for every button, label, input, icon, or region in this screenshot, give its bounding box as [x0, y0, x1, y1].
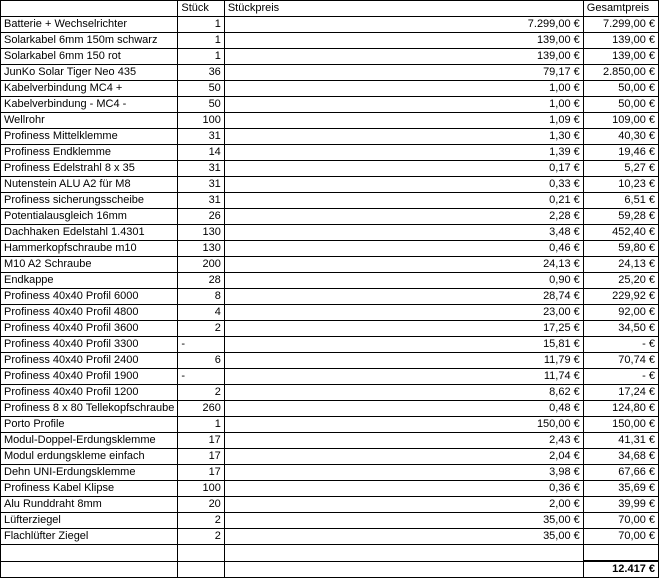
table-row [1, 417, 659, 433]
unit-price-cell[interactable]: 1,00 € [224, 81, 583, 97]
line-total-cell[interactable]: 50,00 € [583, 97, 658, 113]
unit-price-cell[interactable]: 139,00 € [224, 33, 583, 49]
line-total-cell[interactable]: 2.850,00 € [583, 65, 658, 81]
quantity-cell[interactable]: 17 [178, 449, 224, 465]
item-name-cell[interactable]: Profiness Mittelklemme [1, 129, 178, 145]
line-total-cell[interactable]: 41,31 € [583, 433, 658, 449]
table-row [1, 449, 659, 465]
unit-price-cell[interactable]: 1,00 € [224, 97, 583, 113]
table-row [1, 353, 659, 369]
item-name-cell[interactable]: Profiness Endklemme [1, 145, 178, 161]
item-name-cell[interactable]: Solarkabel 6mm 150 rot [1, 49, 178, 65]
line-total-cell[interactable]: - € [583, 337, 658, 353]
quantity-cell[interactable]: 130 [178, 241, 224, 257]
line-total-cell[interactable]: 70,00 € [583, 529, 658, 545]
line-total-cell[interactable]: 139,00 € [583, 33, 658, 49]
empty-cell[interactable] [1, 561, 178, 578]
quantity-cell[interactable]: 6 [178, 353, 224, 369]
item-name-cell[interactable]: Profiness 40x40 Profil 3600 [1, 321, 178, 337]
line-total-cell[interactable]: 5,27 € [583, 161, 658, 177]
table-row [1, 257, 659, 273]
item-name-cell[interactable]: Kabelverbindung MC4 + [1, 81, 178, 97]
item-name-cell[interactable]: Modul-Doppel-Erdungsklemme [1, 433, 178, 449]
empty-cell[interactable] [178, 561, 224, 578]
table-row [1, 273, 659, 289]
unit-price-cell[interactable]: 1,30 € [224, 129, 583, 145]
item-name-cell[interactable]: Alu Runddraht 8mm [1, 497, 178, 513]
table-row [1, 97, 659, 113]
item-name-cell[interactable]: Porto Profile [1, 417, 178, 433]
unit-price-cell[interactable]: 15,81 € [224, 337, 583, 353]
quantity-cell[interactable]: 31 [178, 193, 224, 209]
item-name-cell[interactable]: Dehn UNI-Erdungsklemme [1, 465, 178, 481]
table-row [1, 49, 659, 65]
line-total-cell[interactable]: 109,00 € [583, 113, 658, 129]
item-name-cell[interactable]: Batterie + Wechselrichter [1, 17, 178, 33]
table-row [1, 305, 659, 321]
item-name-cell[interactable]: Profiness Edelstrahl 8 x 35 [1, 161, 178, 177]
unit-price-cell[interactable]: 139,00 € [224, 49, 583, 65]
item-name-cell[interactable]: Modul erdungskleme einfach [1, 449, 178, 465]
quantity-cell[interactable]: 36 [178, 65, 224, 81]
item-name-cell[interactable]: Wellrohr [1, 113, 178, 129]
quantity-cell[interactable]: 1 [178, 33, 224, 49]
item-name-cell[interactable]: Nutenstein ALU A2 für M8 [1, 177, 178, 193]
empty-cell[interactable] [224, 561, 583, 578]
line-total-cell[interactable]: 70,74 € [583, 353, 658, 369]
unit-price-cell[interactable]: 2,00 € [224, 497, 583, 513]
table-row [1, 289, 659, 305]
table-row [1, 145, 659, 161]
quantity-cell[interactable]: 31 [178, 177, 224, 193]
table-row [1, 113, 659, 129]
line-total-cell[interactable]: 17,24 € [583, 385, 658, 401]
table-row [1, 321, 659, 337]
unit-price-cell[interactable]: 24,13 € [224, 257, 583, 273]
quantity-cell[interactable]: 17 [178, 433, 224, 449]
quantity-cell[interactable]: 200 [178, 257, 224, 273]
table-row [1, 33, 659, 49]
grand-total-row [1, 561, 659, 578]
table-row [1, 177, 659, 193]
item-name-cell[interactable]: Solarkabel 6mm 150m schwarz [1, 33, 178, 49]
line-total-cell[interactable]: 150,00 € [583, 417, 658, 433]
line-total-cell[interactable]: 124,80 € [583, 401, 658, 417]
line-total-cell[interactable]: 10,23 € [583, 177, 658, 193]
item-name-cell[interactable]: Profiness Kabel Klipse [1, 481, 178, 497]
unit-price-cell[interactable]: 0,90 € [224, 273, 583, 289]
table-row [1, 497, 659, 513]
quantity-cell[interactable]: 1 [178, 417, 224, 433]
unit-price-cell[interactable]: 3,48 € [224, 225, 583, 241]
line-total-cell[interactable]: 7.299,00 € [583, 17, 658, 33]
header-qty-cell[interactable]: Stück [178, 1, 224, 17]
table-row [1, 81, 659, 97]
line-total-cell[interactable]: 67,66 € [583, 465, 658, 481]
quantity-cell[interactable]: 260 [178, 401, 224, 417]
table-row [1, 465, 659, 481]
line-total-cell[interactable]: 40,30 € [583, 129, 658, 145]
table-row [1, 209, 659, 225]
quantity-cell[interactable]: 31 [178, 129, 224, 145]
line-total-cell[interactable]: 25,20 € [583, 273, 658, 289]
unit-price-cell[interactable]: 1,09 € [224, 113, 583, 129]
table-row [1, 129, 659, 145]
unit-price-cell[interactable]: 8,62 € [224, 385, 583, 401]
quantity-cell[interactable]: 26 [178, 209, 224, 225]
item-name-cell[interactable]: JunKo Solar Tiger Neo 435 [1, 65, 178, 81]
unit-price-cell[interactable]: 2,04 € [224, 449, 583, 465]
header-row [1, 1, 659, 17]
item-name-cell[interactable]: Kabelverbindung - MC4 - [1, 97, 178, 113]
unit-price-cell[interactable]: 7.299,00 € [224, 17, 583, 33]
table-row [1, 529, 659, 545]
table-row [1, 17, 659, 33]
line-total-cell[interactable]: 39,99 € [583, 497, 658, 513]
item-name-cell[interactable]: Profiness 40x40 Profil 1900 [1, 369, 178, 385]
table-row [1, 241, 659, 257]
table-row [1, 65, 659, 81]
item-name-cell[interactable]: Hammerkopfschraube m10 [1, 241, 178, 257]
line-total-cell[interactable]: 50,00 € [583, 81, 658, 97]
item-name-cell[interactable]: Endkappe [1, 273, 178, 289]
quantity-cell[interactable]: 2 [178, 513, 224, 529]
item-name-cell[interactable]: M10 A2 Schraube [1, 257, 178, 273]
unit-price-cell[interactable]: 11,79 € [224, 353, 583, 369]
line-total-cell[interactable]: 19,46 € [583, 145, 658, 161]
table-row [1, 225, 659, 241]
quantity-cell[interactable]: 20 [178, 497, 224, 513]
unit-price-cell[interactable]: 1,39 € [224, 145, 583, 161]
unit-price-cell[interactable]: 0,48 € [224, 401, 583, 417]
header-name-cell[interactable] [1, 1, 178, 17]
quantity-cell[interactable]: 130 [178, 225, 224, 241]
empty-cell[interactable] [178, 545, 224, 562]
quantity-cell[interactable]: 4 [178, 305, 224, 321]
unit-price-cell[interactable]: 0,46 € [224, 241, 583, 257]
line-total-cell[interactable]: 24,13 € [583, 257, 658, 273]
quantity-cell[interactable]: 1 [178, 49, 224, 65]
unit-price-cell[interactable]: 150,00 € [224, 417, 583, 433]
line-total-cell[interactable]: 6,51 € [583, 193, 658, 209]
line-total-cell[interactable]: 34,50 € [583, 321, 658, 337]
header-total-cell[interactable]: Gesamtpreis [583, 1, 658, 17]
unit-price-cell[interactable]: 2,43 € [224, 433, 583, 449]
line-total-cell[interactable]: 34,68 € [583, 449, 658, 465]
unit-price-cell[interactable]: 0,36 € [224, 481, 583, 497]
unit-price-cell[interactable]: 0,17 € [224, 161, 583, 177]
item-name-cell[interactable]: Profiness 40x40 Profil 3300 [1, 337, 178, 353]
item-name-cell[interactable]: Profiness 40x40 Profil 1200 [1, 385, 178, 401]
line-total-cell[interactable]: - € [583, 369, 658, 385]
line-total-cell[interactable]: 35,69 € [583, 481, 658, 497]
quantity-cell[interactable]: 31 [178, 161, 224, 177]
quantity-cell[interactable]: 100 [178, 481, 224, 497]
quantity-cell[interactable]: 8 [178, 289, 224, 305]
table-row [1, 481, 659, 497]
line-total-cell[interactable]: 70,00 € [583, 513, 658, 529]
item-name-cell[interactable]: Profiness 40x40 Profil 6000 [1, 289, 178, 305]
line-total-cell[interactable]: 452,40 € [583, 225, 658, 241]
unit-price-cell[interactable]: 0,33 € [224, 177, 583, 193]
item-name-cell[interactable]: Profiness 8 x 80 Tellekopfschraube [1, 401, 178, 417]
item-name-cell[interactable]: Profiness sicherungsscheibe [1, 193, 178, 209]
table-row [1, 513, 659, 529]
table-row [1, 433, 659, 449]
quantity-cell[interactable]: 28 [178, 273, 224, 289]
line-total-cell[interactable]: 59,28 € [583, 209, 658, 225]
empty-cell[interactable] [224, 545, 583, 562]
quantity-cell[interactable]: 2 [178, 385, 224, 401]
table-row [1, 385, 659, 401]
item-name-cell[interactable]: Profiness 40x40 Profil 4800 [1, 305, 178, 321]
unit-price-cell[interactable]: 17,25 € [224, 321, 583, 337]
table-row [1, 337, 659, 353]
table-row [1, 401, 659, 417]
quantity-cell[interactable]: 17 [178, 465, 224, 481]
quantity-cell[interactable]: 50 [178, 81, 224, 97]
unit-price-cell[interactable]: 11,74 € [224, 369, 583, 385]
grand-total-cell[interactable]: 12.417 € [583, 561, 658, 578]
item-name-cell[interactable]: Potentialausgleich 16mm [1, 209, 178, 225]
unit-price-cell[interactable]: 35,00 € [224, 513, 583, 529]
unit-price-cell[interactable]: 23,00 € [224, 305, 583, 321]
header-unit-price-cell[interactable]: Stückpreis [224, 1, 583, 17]
quantity-cell[interactable]: 2 [178, 321, 224, 337]
quantity-cell[interactable]: 2 [178, 529, 224, 545]
unit-price-cell[interactable]: 79,17 € [224, 65, 583, 81]
item-name-cell[interactable]: Flachlüfter Ziegel [1, 529, 178, 545]
unit-price-cell[interactable]: 35,00 € [224, 529, 583, 545]
quantity-cell[interactable]: - [178, 369, 224, 385]
quantity-cell[interactable]: 100 [178, 113, 224, 129]
line-total-cell[interactable]: 92,00 € [583, 305, 658, 321]
unit-price-cell[interactable]: 0,21 € [224, 193, 583, 209]
line-total-cell[interactable]: 229,92 € [583, 289, 658, 305]
empty-cell[interactable] [583, 545, 658, 562]
quantity-cell[interactable]: - [178, 337, 224, 353]
table-row [1, 193, 659, 209]
item-name-cell[interactable]: Lüfterziegel [1, 513, 178, 529]
table-row [1, 161, 659, 177]
line-total-cell[interactable]: 59,80 € [583, 241, 658, 257]
quantity-cell[interactable]: 1 [178, 17, 224, 33]
line-total-cell[interactable]: 139,00 € [583, 49, 658, 65]
empty-row [1, 545, 659, 562]
table-row [1, 369, 659, 385]
quantity-cell[interactable]: 50 [178, 97, 224, 113]
unit-price-cell[interactable]: 28,74 € [224, 289, 583, 305]
unit-price-cell[interactable]: 2,28 € [224, 209, 583, 225]
item-name-cell[interactable]: Dachhaken Edelstahl 1.4301 [1, 225, 178, 241]
unit-price-cell[interactable]: 3,98 € [224, 465, 583, 481]
empty-cell[interactable] [1, 545, 178, 562]
quantity-cell[interactable]: 14 [178, 145, 224, 161]
item-name-cell[interactable]: Profiness 40x40 Profil 2400 [1, 353, 178, 369]
